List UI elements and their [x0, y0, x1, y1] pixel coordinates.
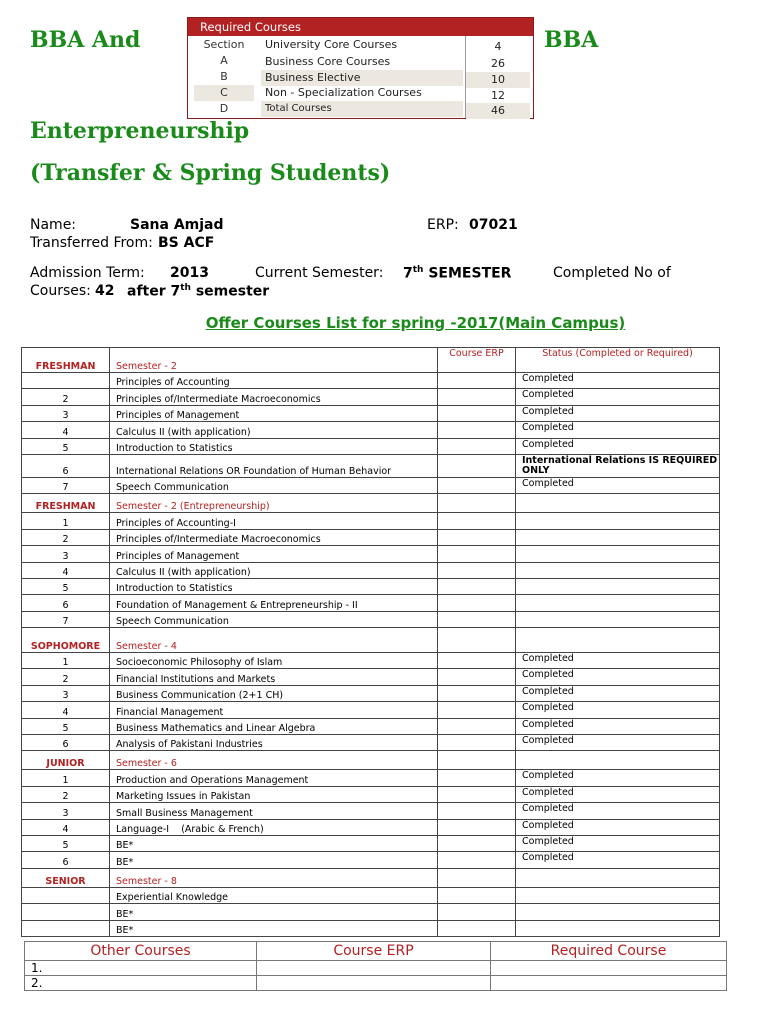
course-name: International Relations OR Foundation of Human Behavior: [110, 454, 438, 477]
admission-term: 2013: [170, 265, 209, 281]
status-cell: [516, 562, 720, 578]
section-letter: B: [220, 70, 228, 83]
course-erp-cell[interactable]: [438, 904, 516, 920]
other-courses-row: [25, 976, 727, 991]
other-course-erp-cell[interactable]: [257, 976, 491, 991]
course-name: Financial Institutions and Markets: [110, 669, 438, 685]
course-name: BE*: [110, 904, 438, 920]
course-row: [22, 422, 720, 438]
course-row: [22, 513, 720, 529]
section-header-row: [22, 751, 720, 770]
course-group-count: 46: [466, 103, 530, 119]
course-number: 3: [22, 685, 110, 701]
course-row: [22, 546, 720, 562]
course-erp-header: Course ERP: [438, 348, 516, 373]
course-row: [22, 529, 720, 545]
course-row: [22, 735, 720, 751]
section-letter: A: [220, 54, 228, 67]
status-cell: [516, 595, 720, 611]
student-erp: 07021: [469, 217, 518, 233]
course-row: [22, 405, 720, 421]
course-number: 5: [22, 578, 110, 594]
other-course-erp-cell[interactable]: [257, 961, 491, 976]
course-row: [22, 685, 720, 701]
course-erp-cell[interactable]: [438, 920, 516, 936]
course-erp-cell[interactable]: [438, 669, 516, 685]
status-header: Status (Completed or Required): [516, 348, 720, 373]
course-number: 3: [22, 546, 110, 562]
status-cell: Completed: [516, 669, 720, 685]
course-erp-col: Course ERP: [257, 942, 491, 961]
after-semester: after 7th semester: [127, 283, 270, 300]
course-row: [22, 611, 720, 627]
semester-label: Semester - 2: [110, 348, 438, 373]
status-cell: Completed: [516, 819, 720, 835]
status-cell: [516, 628, 720, 653]
course-group-count: 26: [491, 57, 505, 70]
course-number: [22, 887, 110, 903]
course-erp-cell[interactable]: [438, 562, 516, 578]
status-cell: [516, 513, 720, 529]
status-cell: Completed: [516, 373, 720, 389]
course-number: 6: [22, 454, 110, 477]
course-name: Principles of Accounting: [110, 373, 438, 389]
required-courses-row: [188, 101, 533, 117]
year-label: JUNIOR: [22, 751, 110, 770]
course-erp-cell[interactable]: [438, 373, 516, 389]
status-cell: Completed: [516, 653, 720, 669]
course-erp-cell[interactable]: [438, 477, 516, 493]
course-name: Introduction to Statistics: [110, 578, 438, 594]
course-group-name: Total Courses: [261, 101, 463, 117]
year-label: FRESHMAN: [22, 348, 110, 373]
required-courses-row: [188, 37, 533, 53]
course-number: 6: [22, 852, 110, 868]
status-cell: Completed: [516, 735, 720, 751]
course-erp-cell[interactable]: [438, 546, 516, 562]
course-name: BE*: [110, 835, 438, 851]
course-name: Business Mathematics and Linear Algebra: [110, 718, 438, 734]
year-label: SENIOR: [22, 868, 110, 887]
course-name: Small Business Management: [110, 803, 438, 819]
erp-label: ERP:: [427, 217, 459, 233]
status-cell: [516, 887, 720, 903]
course-name: Business Communication (2+1 CH): [110, 685, 438, 701]
course-row: [22, 835, 720, 851]
current-semester-label: Current Semester:: [255, 265, 384, 281]
semester-label: Semester - 6: [110, 751, 438, 770]
course-erp-cell[interactable]: [438, 868, 516, 887]
course-name: Principles of Accounting-I: [110, 513, 438, 529]
course-group-name: Business Core Courses: [265, 55, 391, 68]
status-cell: Completed: [516, 852, 720, 868]
course-erp-cell[interactable]: [438, 578, 516, 594]
course-erp-cell[interactable]: [438, 405, 516, 421]
course-row: [22, 653, 720, 669]
required-courses-row: [188, 85, 533, 101]
course-row: [22, 454, 720, 477]
course-number: [22, 373, 110, 389]
status-cell: Completed: [516, 685, 720, 701]
course-name: Principles of Management: [110, 546, 438, 562]
course-row: [22, 786, 720, 802]
status-cell: [516, 920, 720, 936]
course-row: [22, 819, 720, 835]
transferred-label: Transferred From:: [30, 235, 153, 251]
other-courses-header: [25, 942, 727, 961]
status-cell: [516, 546, 720, 562]
section-letter: D: [219, 102, 229, 115]
courses-count: 42: [95, 283, 115, 299]
course-name: Principles of/Intermediate Macroeconomics: [110, 529, 438, 545]
course-table: [21, 347, 720, 937]
course-number: 2: [22, 389, 110, 405]
course-erp-cell[interactable]: [438, 718, 516, 734]
course-row: [22, 477, 720, 493]
course-row: [22, 718, 720, 734]
course-number: 1: [22, 653, 110, 669]
course-erp-cell[interactable]: [438, 702, 516, 718]
course-erp-cell[interactable]: [438, 494, 516, 513]
transferred-from: BS ACF: [158, 235, 215, 251]
course-name: Language-I (Arabic & French): [110, 819, 438, 835]
course-row: [22, 438, 720, 454]
course-name: BE*: [110, 920, 438, 936]
course-number: 4: [22, 422, 110, 438]
current-semester: 7th SEMESTER: [403, 265, 512, 282]
completed-label: Completed No of: [553, 265, 671, 281]
course-number: 5: [22, 438, 110, 454]
course-erp-cell[interactable]: [438, 803, 516, 819]
required-courses-title: Required Courses: [188, 18, 533, 36]
course-number: 4: [22, 562, 110, 578]
course-name: Speech Communication: [110, 611, 438, 627]
title-left: BBA And: [30, 27, 141, 53]
course-group-count: 12: [491, 89, 505, 102]
other-course-required-cell[interactable]: [491, 961, 727, 976]
course-row: [22, 803, 720, 819]
course-number: 4: [22, 702, 110, 718]
status-cell: Completed: [516, 477, 720, 493]
status-cell: Completed: [516, 702, 720, 718]
course-number: 2: [22, 786, 110, 802]
course-erp-cell[interactable]: [438, 887, 516, 903]
section-header-row: [22, 628, 720, 653]
course-name: Marketing Issues in Pakistan: [110, 786, 438, 802]
other-courses-row: [25, 961, 727, 976]
course-row: [22, 595, 720, 611]
course-number: 3: [22, 405, 110, 421]
other-course-required-cell[interactable]: [491, 976, 727, 991]
course-name: Analysis of Pakistani Industries: [110, 735, 438, 751]
status-cell: Completed: [516, 438, 720, 454]
course-name: Introduction to Statistics: [110, 438, 438, 454]
course-name: Principles of Management: [110, 405, 438, 421]
course-erp-cell[interactable]: [438, 835, 516, 851]
course-erp-cell[interactable]: [438, 735, 516, 751]
course-erp-cell[interactable]: [438, 389, 516, 405]
course-erp-cell[interactable]: [438, 786, 516, 802]
course-name: Calculus II (with application): [110, 422, 438, 438]
status-cell: Completed: [516, 786, 720, 802]
course-name: Speech Communication: [110, 477, 438, 493]
status-cell: [516, 578, 720, 594]
status-cell: International Relations IS REQUIRED ONLY: [516, 454, 720, 477]
course-row: [22, 669, 720, 685]
status-cell: [516, 904, 720, 920]
course-number: 3: [22, 803, 110, 819]
course-row: [22, 887, 720, 903]
semester-label: Semester - 8: [110, 868, 438, 887]
section-header-row: [22, 494, 720, 513]
semester-label: Semester - 4: [110, 628, 438, 653]
name-label: Name:: [30, 217, 77, 233]
course-group-name: Business Elective: [261, 70, 463, 86]
course-number: 2: [22, 669, 110, 685]
course-row: [22, 770, 720, 786]
course-number: 5: [22, 835, 110, 851]
course-name: BE*: [110, 852, 438, 868]
section-header-row: [22, 868, 720, 887]
course-name: Foundation of Management & Entrepreneurship - II: [110, 595, 438, 611]
status-cell: [516, 751, 720, 770]
course-row: [22, 373, 720, 389]
course-number: [22, 904, 110, 920]
course-number: 7: [22, 611, 110, 627]
course-number: [22, 920, 110, 936]
section-label: Section: [203, 38, 245, 51]
year-label: FRESHMAN: [22, 494, 110, 513]
course-row: [22, 562, 720, 578]
course-number: 6: [22, 735, 110, 751]
course-name: Socioeconomic Philosophy of Islam: [110, 653, 438, 669]
status-cell: [516, 868, 720, 887]
status-cell: Completed: [516, 770, 720, 786]
course-group-name: University Core Courses: [265, 38, 398, 51]
course-erp-cell[interactable]: [438, 685, 516, 701]
section-header-row: [22, 348, 720, 373]
offer-courses-title: Offer Courses List for spring -2017(Main Campus): [205, 314, 626, 332]
title-right: BBA: [544, 27, 599, 53]
required-courses-row: [188, 53, 533, 69]
course-group-count: 4: [494, 40, 502, 53]
status-cell: [516, 529, 720, 545]
status-cell: Completed: [516, 405, 720, 421]
title-line2: Enterpreneurship: [30, 118, 250, 144]
required-courses-box: [187, 17, 534, 119]
course-row: [22, 904, 720, 920]
other-course-number: 2.: [25, 976, 257, 991]
status-cell: [516, 611, 720, 627]
course-erp-cell[interactable]: [438, 422, 516, 438]
course-erp-cell[interactable]: [438, 751, 516, 770]
course-erp-cell[interactable]: [438, 611, 516, 627]
section-letter: C: [194, 85, 254, 101]
status-cell: [516, 494, 720, 513]
course-name: Experiential Knowledge: [110, 887, 438, 903]
course-erp-cell[interactable]: [438, 529, 516, 545]
status-cell: Completed: [516, 803, 720, 819]
course-erp-cell[interactable]: [438, 628, 516, 653]
course-row: [22, 920, 720, 936]
course-row: [22, 578, 720, 594]
status-cell: Completed: [516, 422, 720, 438]
title-line3: (Transfer & Spring Students): [30, 160, 391, 186]
course-row: [22, 852, 720, 868]
admission-label: Admission Term:: [30, 265, 145, 281]
course-erp-cell[interactable]: [438, 852, 516, 868]
course-erp-cell[interactable]: [438, 454, 516, 477]
course-erp-cell[interactable]: [438, 595, 516, 611]
semester-label: Semester - 2 (Entrepreneurship): [110, 494, 438, 513]
course-group-count: 10: [466, 72, 530, 88]
required-courses-row: [188, 69, 533, 85]
course-row: [22, 702, 720, 718]
courses-label: Courses:: [30, 283, 91, 299]
course-number: 2: [22, 529, 110, 545]
student-name: Sana Amjad: [130, 217, 224, 233]
course-number: 1: [22, 770, 110, 786]
required-course-col: Required Course: [491, 942, 727, 961]
course-erp-cell[interactable]: [438, 819, 516, 835]
other-courses-table: [24, 941, 727, 991]
course-erp-cell[interactable]: [438, 513, 516, 529]
course-erp-cell[interactable]: [438, 438, 516, 454]
course-erp-cell[interactable]: [438, 653, 516, 669]
course-number: 7: [22, 477, 110, 493]
course-name: Financial Management: [110, 702, 438, 718]
course-erp-cell[interactable]: [438, 770, 516, 786]
course-group-name: Non - Specialization Courses: [265, 86, 422, 99]
course-name: Principles of/Intermediate Macroeconomics: [110, 389, 438, 405]
course-name: Production and Operations Management: [110, 770, 438, 786]
course-number: 4: [22, 819, 110, 835]
course-number: 5: [22, 718, 110, 734]
status-cell: Completed: [516, 389, 720, 405]
course-name: Calculus II (with application): [110, 562, 438, 578]
course-number: 1: [22, 513, 110, 529]
course-number: 6: [22, 595, 110, 611]
other-course-number: 1.: [25, 961, 257, 976]
status-cell: Completed: [516, 835, 720, 851]
course-row: [22, 389, 720, 405]
year-label: SOPHOMORE: [22, 628, 110, 653]
status-cell: Completed: [516, 718, 720, 734]
other-courses-col: Other Courses: [25, 942, 257, 961]
